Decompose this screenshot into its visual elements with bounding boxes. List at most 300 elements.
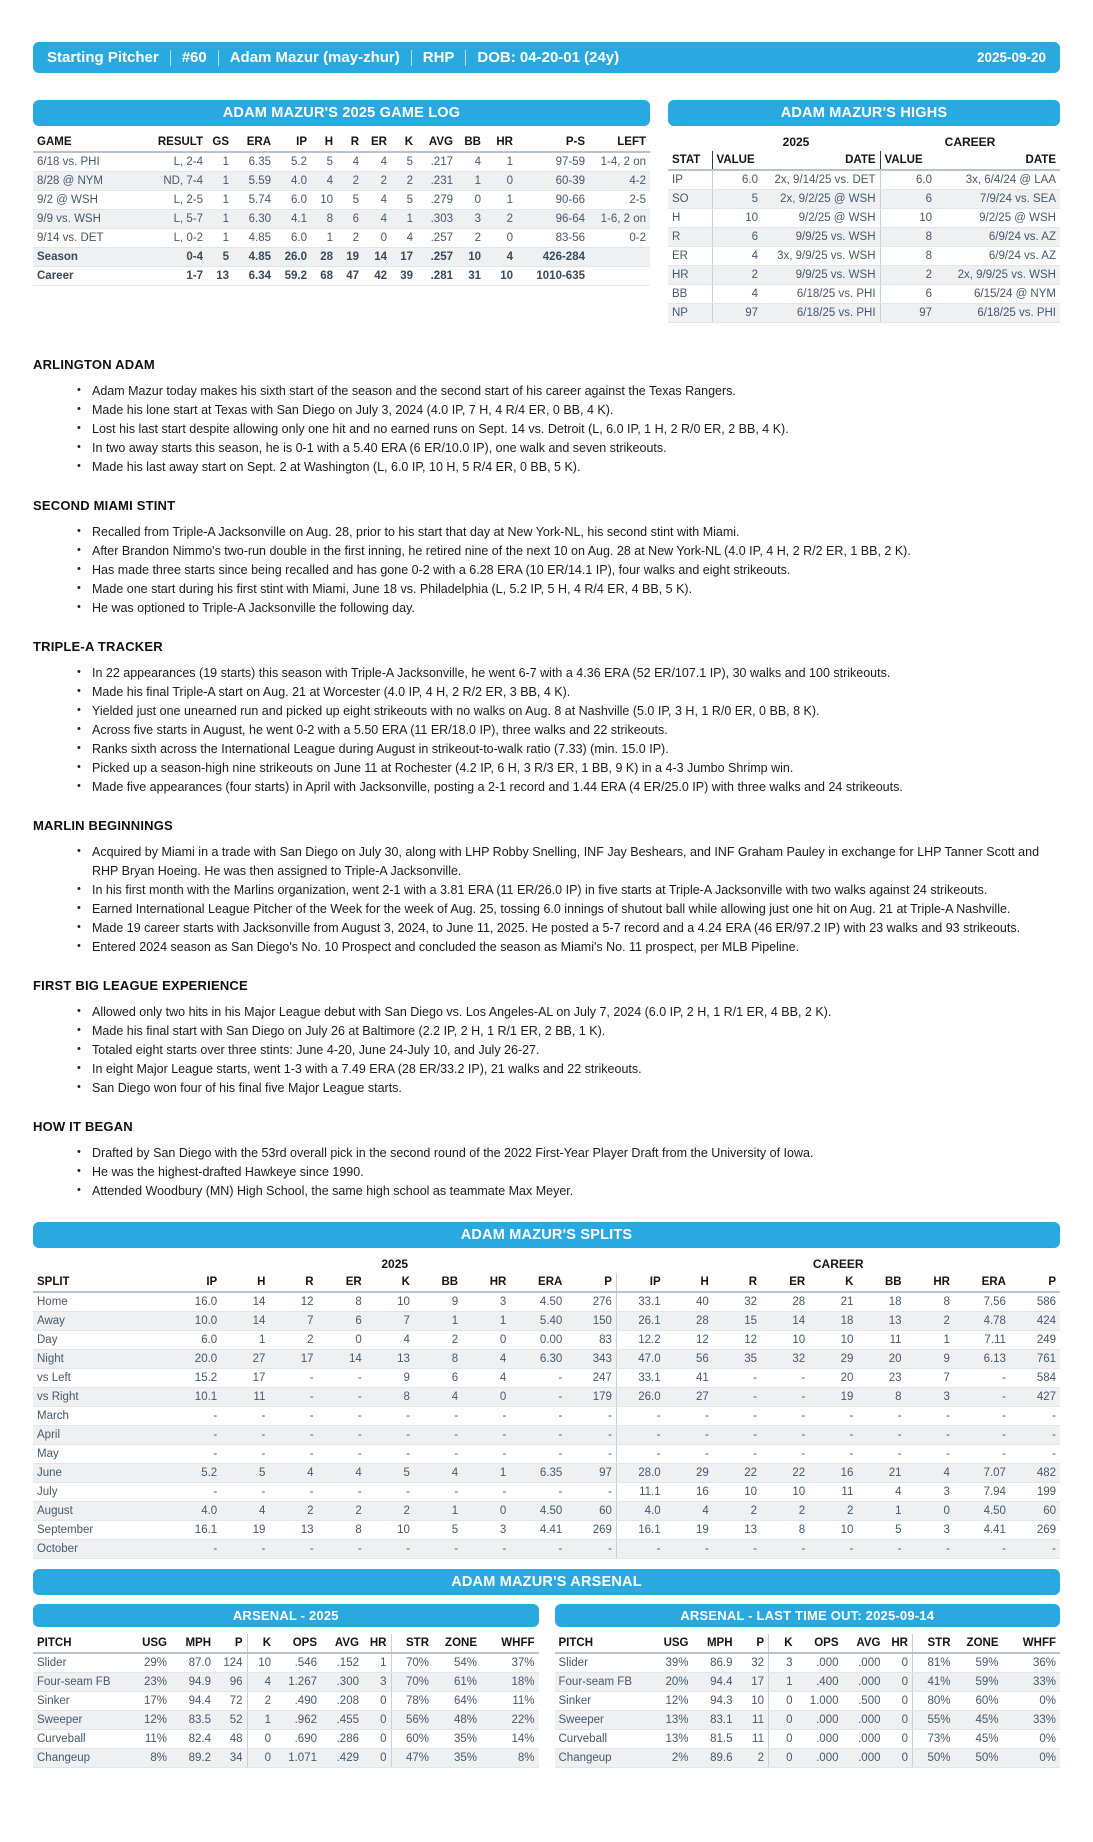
table-cell: 2 bbox=[713, 1502, 761, 1521]
table-cell: - bbox=[857, 1426, 905, 1445]
highs-group-2025: 2025 bbox=[782, 135, 810, 149]
table-cell bbox=[589, 267, 650, 286]
table-cell: 3 bbox=[906, 1483, 954, 1502]
table-row bbox=[668, 190, 1060, 209]
column-header: BB bbox=[857, 1273, 905, 1292]
table-cell: 0 bbox=[318, 1331, 366, 1350]
table-cell: 2 bbox=[337, 229, 363, 248]
table-cell: .400 bbox=[797, 1673, 843, 1692]
table-cell: 4 bbox=[337, 152, 363, 172]
table-cell: 60 bbox=[1010, 1502, 1060, 1521]
table-cell: 10.0 bbox=[173, 1312, 221, 1331]
table-cell: 0 bbox=[363, 1730, 391, 1749]
table-cell: 482 bbox=[1010, 1464, 1060, 1483]
table-cell: 4 bbox=[269, 1464, 317, 1483]
table-cell: 8 bbox=[366, 1388, 414, 1407]
table-cell: 9 bbox=[366, 1369, 414, 1388]
table-cell: 7 bbox=[269, 1312, 317, 1331]
bullet-item: • Made his final start with San Diego on July 26 at Baltimore (2.2 IP, 2 H, 1 R/1 ER, 2 BB, 1 K). bbox=[77, 1022, 1060, 1041]
table-cell: - bbox=[665, 1426, 713, 1445]
table-cell: 17 bbox=[269, 1350, 317, 1369]
table-cell: 50% bbox=[955, 1749, 1003, 1768]
table-cell: - bbox=[318, 1483, 366, 1502]
table-cell: - bbox=[566, 1540, 616, 1559]
table-cell: 41% bbox=[913, 1673, 955, 1692]
header-jersey-number: #60 bbox=[181, 49, 207, 66]
table-cell: 48 bbox=[215, 1730, 247, 1749]
table-cell: 249 bbox=[1010, 1331, 1060, 1350]
table-cell: 4 bbox=[363, 152, 391, 172]
table-cell: .000 bbox=[797, 1653, 843, 1673]
table-cell: - bbox=[510, 1407, 566, 1426]
table-cell: 1 bbox=[207, 191, 233, 210]
table-cell: - bbox=[414, 1407, 462, 1426]
table-cell: 1-7 bbox=[135, 267, 207, 286]
table-cell: HR bbox=[668, 266, 712, 285]
table-cell: 13 bbox=[857, 1312, 905, 1331]
table-cell: 179 bbox=[566, 1388, 616, 1407]
table-cell: 4 bbox=[906, 1464, 954, 1483]
table-cell bbox=[589, 248, 650, 267]
column-header: PITCH bbox=[555, 1634, 653, 1653]
bullet-item: • Lost his last start despite allowing only one hit and no earned runs on Sept. 14 vs. Detroit (L, 6.0 IP, 1 H, 2 R/0 ER, 2 BB, 4 K). bbox=[77, 420, 1060, 439]
table-cell: 81% bbox=[913, 1653, 955, 1673]
table-cell: - bbox=[366, 1445, 414, 1464]
table-row bbox=[33, 191, 650, 210]
table-cell: 11 bbox=[857, 1331, 905, 1350]
table-cell: - bbox=[1010, 1540, 1060, 1559]
table-cell: 0 bbox=[247, 1730, 275, 1749]
table-cell: .455 bbox=[321, 1711, 363, 1730]
table-cell: 48% bbox=[433, 1711, 481, 1730]
table-cell: 7.94 bbox=[954, 1483, 1010, 1502]
table-cell: - bbox=[857, 1540, 905, 1559]
column-header: P bbox=[566, 1273, 616, 1292]
table-cell: 56% bbox=[391, 1711, 433, 1730]
table-cell: 6/18/25 vs. PHI bbox=[762, 285, 880, 304]
table-cell: 81.5 bbox=[693, 1730, 737, 1749]
table-cell: 4-2 bbox=[589, 172, 650, 191]
table-cell: Sinker bbox=[555, 1692, 653, 1711]
table-cell: - bbox=[414, 1445, 462, 1464]
highs-table bbox=[668, 133, 1060, 323]
table-cell: 0 bbox=[769, 1730, 797, 1749]
table-cell: - bbox=[954, 1407, 1010, 1426]
bullet-item: • Acquired by Miami in a trade with San Diego on July 30, along with LHP Robby Snelling, INF Jay Beshears, and INF Graham Pauley in exchange for LHP Tanner Scott and RHP Bryan Hoeing. He was then assigned to Triple-A Jacksonville. bbox=[77, 843, 1060, 881]
table-cell: June bbox=[33, 1464, 173, 1483]
table-cell: 10 bbox=[880, 209, 936, 228]
table-cell: 7 bbox=[906, 1369, 954, 1388]
table-cell: 1 bbox=[414, 1502, 462, 1521]
table-cell: 14 bbox=[363, 248, 391, 267]
table-cell: .962 bbox=[275, 1711, 321, 1730]
table-cell: 4.0 bbox=[616, 1502, 664, 1521]
table-cell: 3 bbox=[457, 210, 485, 229]
arsenal-tables-row bbox=[33, 1604, 1060, 1768]
table-cell: - bbox=[510, 1483, 566, 1502]
table-cell: 0 bbox=[769, 1749, 797, 1768]
table-cell: - bbox=[414, 1483, 462, 1502]
top-tables-area bbox=[33, 100, 1060, 323]
table-cell: 6.0 bbox=[880, 170, 936, 190]
table-cell: 10 bbox=[761, 1483, 809, 1502]
table-cell: 0 bbox=[885, 1711, 913, 1730]
table-cell: 28 bbox=[311, 248, 337, 267]
table-cell: 6.35 bbox=[510, 1464, 566, 1483]
table-cell: 41 bbox=[665, 1369, 713, 1388]
table-cell: 2 bbox=[366, 1502, 414, 1521]
table-cell: 8% bbox=[481, 1749, 539, 1768]
table-cell: 1 bbox=[247, 1711, 275, 1730]
bullet-list bbox=[33, 1003, 1060, 1098]
column-header: USG bbox=[131, 1634, 171, 1653]
table-cell: 0 bbox=[906, 1502, 954, 1521]
table-cell: 1 bbox=[391, 210, 417, 229]
table-cell: 16 bbox=[665, 1483, 713, 1502]
column-header: P bbox=[215, 1634, 247, 1653]
table-cell: 26.0 bbox=[275, 248, 311, 267]
column-header: HR bbox=[485, 133, 517, 152]
table-cell: 33.1 bbox=[616, 1369, 664, 1388]
table-cell: 70% bbox=[391, 1673, 433, 1692]
table-cell: 4 bbox=[665, 1502, 713, 1521]
splits-group-spacer bbox=[33, 1255, 173, 1273]
table-cell: 13 bbox=[269, 1521, 317, 1540]
column-header: IP bbox=[173, 1273, 221, 1292]
column-header: K bbox=[769, 1634, 797, 1653]
table-cell: 12% bbox=[131, 1711, 171, 1730]
table-cell: 36% bbox=[1003, 1653, 1061, 1673]
table-cell: 1.000 bbox=[797, 1692, 843, 1711]
arsenal-title-banner: ADAM MAZUR'S ARSENAL bbox=[33, 1569, 1060, 1595]
notes-section bbox=[33, 357, 1060, 477]
bullet-item: • In his first month with the Marlins organization, went 2-1 with a 3.81 ERA (11 ER/26.0 IP) in five starts at Triple-A Jacksonville with two walks against 24 strikeouts. bbox=[77, 881, 1060, 900]
table-cell: R bbox=[668, 228, 712, 247]
table-cell: 10.1 bbox=[173, 1388, 221, 1407]
table-cell: 1 bbox=[414, 1312, 462, 1331]
table-cell: Slider bbox=[555, 1653, 653, 1673]
table-cell: 2 bbox=[391, 172, 417, 191]
table-cell: - bbox=[566, 1426, 616, 1445]
table-cell: 47 bbox=[337, 267, 363, 286]
table-cell: - bbox=[665, 1407, 713, 1426]
table-cell: 20.0 bbox=[173, 1350, 221, 1369]
table-cell: 4 bbox=[366, 1331, 414, 1350]
table-cell: Away bbox=[33, 1312, 173, 1331]
table-cell: 269 bbox=[566, 1521, 616, 1540]
table-row bbox=[33, 1407, 1060, 1426]
table-cell: 60-39 bbox=[517, 172, 589, 191]
table-cell: 761 bbox=[1010, 1350, 1060, 1369]
table-cell: .300 bbox=[321, 1673, 363, 1692]
table-cell: 5 bbox=[712, 190, 762, 209]
table-cell: - bbox=[761, 1407, 809, 1426]
table-cell: - bbox=[761, 1369, 809, 1388]
table-cell: .279 bbox=[417, 191, 457, 210]
table-cell: 5 bbox=[391, 191, 417, 210]
table-cell: 1 bbox=[363, 1653, 391, 1673]
table-cell: vs Right bbox=[33, 1388, 173, 1407]
table-cell: - bbox=[318, 1426, 366, 1445]
table-cell: 35 bbox=[713, 1350, 761, 1369]
table-cell: 6 bbox=[414, 1369, 462, 1388]
table-cell: .500 bbox=[843, 1692, 885, 1711]
table-cell: 8 bbox=[761, 1521, 809, 1540]
arsenal-last-time-out-banner: ARSENAL - LAST TIME OUT: 2025-09-14 bbox=[555, 1604, 1061, 1627]
table-cell: 0 bbox=[885, 1730, 913, 1749]
table-cell: 5 bbox=[311, 152, 337, 172]
table-cell: 2x, 9/14/25 vs. DET bbox=[762, 170, 880, 190]
table-cell: 87.0 bbox=[171, 1653, 215, 1673]
table-cell: 247 bbox=[566, 1369, 616, 1388]
bullet-list bbox=[33, 843, 1060, 957]
table-cell: - bbox=[1010, 1445, 1060, 1464]
table-cell: 8/28 @ NYM bbox=[33, 172, 135, 191]
table-row bbox=[555, 1653, 1061, 1673]
table-cell: 9/2/25 @ WSH bbox=[936, 209, 1060, 228]
table-cell: vs Left bbox=[33, 1369, 173, 1388]
table-cell: 29% bbox=[131, 1653, 171, 1673]
table-cell: - bbox=[269, 1426, 317, 1445]
table-cell: .000 bbox=[797, 1711, 843, 1730]
table-cell: 59% bbox=[955, 1653, 1003, 1673]
table-cell: 94.3 bbox=[693, 1692, 737, 1711]
table-cell: 14% bbox=[481, 1730, 539, 1749]
header-bar bbox=[33, 42, 1060, 73]
table-cell: .217 bbox=[417, 152, 457, 172]
table-cell: - bbox=[616, 1540, 664, 1559]
notes-section bbox=[33, 1119, 1060, 1201]
table-cell: 35% bbox=[433, 1749, 481, 1768]
table-row bbox=[33, 1369, 1060, 1388]
table-cell: 6/18/25 vs. PHI bbox=[762, 304, 880, 323]
column-header: HR bbox=[363, 1634, 391, 1653]
table-row bbox=[33, 1749, 539, 1768]
table-cell: 0 bbox=[485, 229, 517, 248]
table-cell: Four-seam FB bbox=[33, 1673, 131, 1692]
table-cell: 14 bbox=[318, 1350, 366, 1369]
table-cell: 1 bbox=[207, 152, 233, 172]
table-row bbox=[33, 1540, 1060, 1559]
table-cell: 8 bbox=[906, 1292, 954, 1312]
table-cell: 0 bbox=[885, 1749, 913, 1768]
section-heading: SECOND MIAMI STINT bbox=[33, 498, 176, 513]
table-cell: 5 bbox=[414, 1521, 462, 1540]
table-row bbox=[668, 247, 1060, 266]
arsenal-last-time-out-panel bbox=[555, 1604, 1061, 1768]
table-cell: .000 bbox=[843, 1711, 885, 1730]
bullet-item: • After Brandon Nimmo's two-run double in the first inning, he retired nine of the next 10 on Aug. 28 at New York-NL (4.0 IP, 4 H, 2 R/2 ER, 1 BB, 2 K). bbox=[77, 542, 1060, 561]
table-cell: - bbox=[906, 1407, 954, 1426]
table-row bbox=[33, 1426, 1060, 1445]
highs-group-spacer bbox=[668, 133, 712, 151]
table-cell: 8 bbox=[880, 228, 936, 247]
table-cell: Sinker bbox=[33, 1692, 131, 1711]
table-cell: Curveball bbox=[555, 1730, 653, 1749]
table-cell: 11% bbox=[481, 1692, 539, 1711]
table-cell: 12 bbox=[713, 1331, 761, 1350]
table-cell: .286 bbox=[321, 1730, 363, 1749]
table-cell: 4.41 bbox=[510, 1521, 566, 1540]
table-cell: 19 bbox=[809, 1388, 857, 1407]
table-cell: - bbox=[366, 1483, 414, 1502]
table-cell: 0 bbox=[363, 1711, 391, 1730]
table-row bbox=[668, 228, 1060, 247]
bullet-item: • Earned International League Pitcher of the Week for the week of Aug. 25, tossing 6.0 innings of shutout ball while allowing just one hit on Aug. 21 at Triple-A Nashville. bbox=[77, 900, 1060, 919]
table-cell: 4 bbox=[485, 248, 517, 267]
column-header: AVG bbox=[843, 1634, 885, 1653]
table-cell: 4 bbox=[363, 210, 391, 229]
table-cell: 0 bbox=[769, 1692, 797, 1711]
table-cell: - bbox=[366, 1540, 414, 1559]
table-cell: 47% bbox=[391, 1749, 433, 1768]
table-cell: 6.0 bbox=[712, 170, 762, 190]
table-cell: 14 bbox=[221, 1312, 269, 1331]
splits-block bbox=[33, 1222, 1060, 1559]
table-cell: 4 bbox=[462, 1369, 510, 1388]
table-cell: Night bbox=[33, 1350, 173, 1369]
column-header: ER bbox=[318, 1273, 366, 1292]
table-cell: 64% bbox=[433, 1692, 481, 1711]
table-cell: 13 bbox=[207, 267, 233, 286]
bullet-list bbox=[33, 1144, 1060, 1201]
arsenal-2025-panel bbox=[33, 1604, 539, 1768]
table-cell: .546 bbox=[275, 1653, 321, 1673]
table-cell: 2 bbox=[337, 172, 363, 191]
arsenal-2025-header-row bbox=[33, 1634, 539, 1653]
arsenal-2025-body bbox=[33, 1653, 539, 1768]
table-cell: 2 bbox=[485, 210, 517, 229]
table-cell: 11 bbox=[737, 1730, 769, 1749]
table-cell: 3 bbox=[462, 1521, 510, 1540]
table-cell: 10 bbox=[761, 1331, 809, 1350]
table-cell: ER bbox=[668, 247, 712, 266]
table-row bbox=[33, 1730, 539, 1749]
header-separator bbox=[411, 50, 412, 66]
table-cell: Four-seam FB bbox=[555, 1673, 653, 1692]
notes-section bbox=[33, 978, 1060, 1098]
table-cell: - bbox=[318, 1540, 366, 1559]
table-cell: 11% bbox=[131, 1730, 171, 1749]
table-cell: - bbox=[221, 1483, 269, 1502]
bullet-item: • Made five appearances (four starts) in April with Jacksonville, posting a 2-1 record and 1.44 ERA (4 ER/25.0 IP) with three walks and 24 strikeouts. bbox=[77, 778, 1060, 797]
highs-panel bbox=[668, 100, 1060, 323]
bullet-list bbox=[33, 523, 1060, 618]
bullet-item: • Recalled from Triple-A Jacksonville on Aug. 28, prior to his start that day at New York-NL, his second stint with Miami. bbox=[77, 523, 1060, 542]
table-cell: 3 bbox=[906, 1521, 954, 1540]
table-cell: 28.0 bbox=[616, 1464, 664, 1483]
table-cell: 16.1 bbox=[616, 1521, 664, 1540]
table-cell: 9 bbox=[414, 1292, 462, 1312]
table-cell: 27 bbox=[665, 1388, 713, 1407]
table-cell: 18 bbox=[809, 1312, 857, 1331]
table-cell: 94.4 bbox=[171, 1692, 215, 1711]
table-cell: 82.4 bbox=[171, 1730, 215, 1749]
table-cell: 28 bbox=[665, 1312, 713, 1331]
table-cell: 4.85 bbox=[233, 248, 275, 267]
table-cell: 427 bbox=[1010, 1388, 1060, 1407]
table-row bbox=[33, 1653, 539, 1673]
table-cell: 10 bbox=[366, 1521, 414, 1540]
table-cell: .000 bbox=[843, 1730, 885, 1749]
table-row bbox=[33, 1388, 1060, 1407]
column-header: DATE bbox=[762, 151, 880, 170]
highs-body bbox=[668, 170, 1060, 323]
table-cell: 5.74 bbox=[233, 191, 275, 210]
column-header: PITCH bbox=[33, 1634, 131, 1653]
table-row bbox=[33, 248, 650, 267]
table-cell: - bbox=[221, 1407, 269, 1426]
table-cell: - bbox=[269, 1388, 317, 1407]
column-header: H bbox=[311, 133, 337, 152]
table-cell: - bbox=[173, 1445, 221, 1464]
column-header: ERA bbox=[954, 1273, 1010, 1292]
table-cell: 199 bbox=[1010, 1483, 1060, 1502]
column-header: ER bbox=[363, 133, 391, 152]
table-cell: 2 bbox=[809, 1502, 857, 1521]
table-cell: 4.0 bbox=[173, 1502, 221, 1521]
table-cell: Sweeper bbox=[33, 1711, 131, 1730]
table-row bbox=[33, 267, 650, 286]
table-cell: - bbox=[761, 1426, 809, 1445]
table-cell: - bbox=[221, 1445, 269, 1464]
table-cell: - bbox=[761, 1388, 809, 1407]
column-header: MPH bbox=[171, 1634, 215, 1653]
table-cell: .152 bbox=[321, 1653, 363, 1673]
splits-body bbox=[33, 1292, 1060, 1559]
table-cell: 29 bbox=[809, 1350, 857, 1369]
table-cell: 0 bbox=[462, 1388, 510, 1407]
table-cell: 0 bbox=[457, 191, 485, 210]
table-cell: 15.2 bbox=[173, 1369, 221, 1388]
bullet-item: • He was the highest-drafted Hawkeye since 1990. bbox=[77, 1163, 1060, 1182]
table-cell: 4 bbox=[363, 191, 391, 210]
table-cell: 2 bbox=[761, 1502, 809, 1521]
table-cell: 90-66 bbox=[517, 191, 589, 210]
table-cell: 1-4, 2 on bbox=[589, 152, 650, 172]
table-cell: L, 2-4 bbox=[135, 152, 207, 172]
table-cell: 60% bbox=[391, 1730, 433, 1749]
table-cell: 59% bbox=[955, 1673, 1003, 1692]
table-cell: October bbox=[33, 1540, 173, 1559]
table-cell: Curveball bbox=[33, 1730, 131, 1749]
table-cell: - bbox=[616, 1426, 664, 1445]
table-cell: - bbox=[462, 1540, 510, 1559]
table-cell: - bbox=[566, 1483, 616, 1502]
column-header: BB bbox=[457, 133, 485, 152]
game-log-table bbox=[33, 133, 650, 286]
table-cell: 10 bbox=[247, 1653, 275, 1673]
table-cell: 17 bbox=[737, 1673, 769, 1692]
table-cell: 5 bbox=[391, 152, 417, 172]
table-cell: 70% bbox=[391, 1653, 433, 1673]
table-cell: 8 bbox=[880, 247, 936, 266]
table-row bbox=[555, 1673, 1061, 1692]
table-cell: 26.0 bbox=[616, 1388, 664, 1407]
bullet-item: • Made 19 career starts with Jacksonville from August 3, 2024, to June 11, 2025. He posted a 5-7 record and a 4.24 ERA (46 ER/97.2 IP) with 23 walks and 93 strikeouts. bbox=[77, 919, 1060, 938]
table-cell: 18 bbox=[857, 1292, 905, 1312]
table-cell: 0% bbox=[1003, 1749, 1061, 1768]
table-cell: 45% bbox=[955, 1730, 1003, 1749]
table-cell: 72 bbox=[215, 1692, 247, 1711]
table-cell: Career bbox=[33, 267, 135, 286]
table-cell: 343 bbox=[566, 1350, 616, 1369]
table-cell: April bbox=[33, 1426, 173, 1445]
table-cell: 0% bbox=[1003, 1692, 1061, 1711]
table-cell: 0 bbox=[769, 1711, 797, 1730]
bullet-item: • Made his last away start on Sept. 2 at Washington (L, 6.0 IP, 10 H, 5 R/4 ER, 0 BB, 5 K). bbox=[77, 458, 1060, 477]
table-cell: 39 bbox=[391, 267, 417, 286]
